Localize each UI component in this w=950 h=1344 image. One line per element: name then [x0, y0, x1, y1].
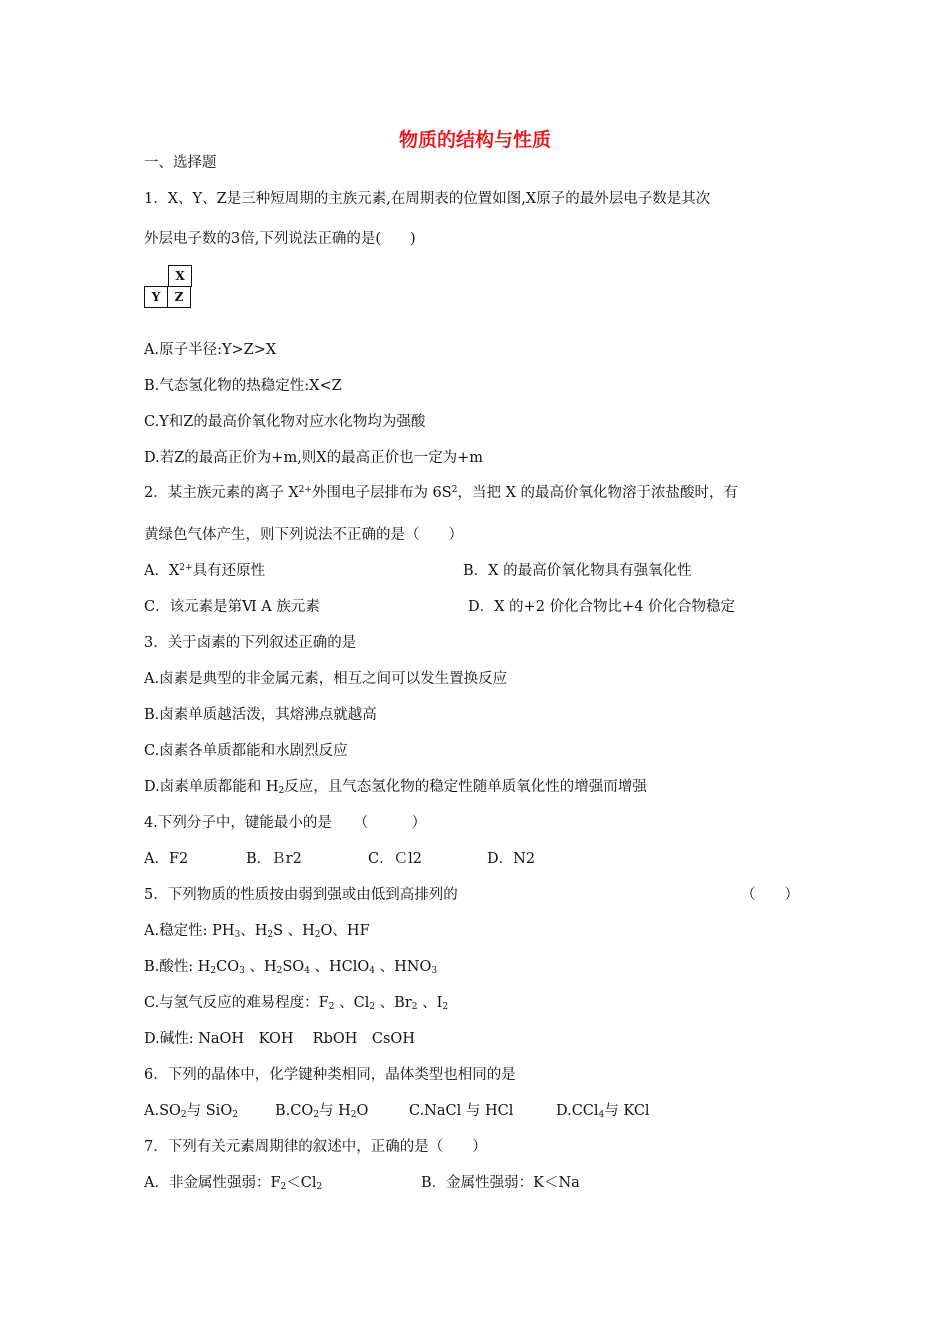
grid-cell-z: Z [167, 286, 191, 308]
q6-option-b [275, 1101, 368, 1121]
q6-stem: 6．下列的晶体中，化学键种类相同，晶体类型也相同的是 [144, 1067, 516, 1083]
q3-option-d-post: 反应，且气态氢化物的稳定性随单质氧化性的增强而增强 [284, 779, 647, 795]
q5-b-t8: 、HClO [309, 959, 370, 975]
q4-stem: 4.下列分子中，键能最小的是 （ ） [144, 815, 427, 831]
q5-b-t10: 、HNO [375, 959, 432, 975]
q6-b-t2: 与 H [318, 1103, 351, 1119]
q6-option-a [144, 1101, 238, 1121]
q6-a-s3: 2 [232, 1110, 238, 1120]
q5-b-s11: 3 [431, 966, 438, 976]
q4-option-a: A．F2 [144, 851, 189, 867]
grid-cell-y: Y [144, 286, 168, 308]
q5-option-d: D.碱性: NaOH KOH RbOH CsOH [144, 1031, 415, 1047]
q6-b-t0: B.CO [275, 1103, 314, 1119]
q2-option-d: D．X 的+2 价化合物比+4 价化合物稳定 [468, 599, 736, 615]
q4-option-d: D．N2 [487, 851, 536, 867]
q3-option-d-pre: D.卤素单质都能和 H [144, 779, 279, 795]
q2-option-c: C．该元素是第Ⅵ A 族元素 [144, 599, 320, 615]
q5-b-s1: 2 [210, 966, 217, 976]
q5-option-a [144, 921, 370, 941]
q5-b-t2: CO [216, 959, 240, 975]
q5-answer-paren: （ ） [741, 887, 799, 903]
q5-a-t2: 、H [240, 923, 268, 939]
q6-option-d [556, 1101, 650, 1121]
q6-d-t0: D.CCl [556, 1103, 599, 1119]
q2-stem-post: ，当把 X 的最高价氧化物溶于浓盐酸时，有 [457, 485, 739, 501]
q5-c-t0: C.与氢气反应的难易程度：F [144, 995, 329, 1011]
q4-option-c: C．Ｃl2 [368, 851, 422, 867]
q5-b-t0: B.酸性: H [144, 959, 211, 975]
q5-c-s1: 2 [328, 1002, 335, 1012]
q2-option-a-sup: 2+ [179, 563, 193, 573]
q3-option-d-sub: 2 [278, 786, 285, 796]
q5-a-t6: O、HF [320, 923, 370, 939]
q5-option-b [144, 957, 437, 977]
q5-c-t6: 、I [417, 995, 443, 1011]
q5-stem: 5．下列物质的性质按由弱到强或由低到高排列的 [144, 887, 458, 903]
q7-stem: 7．下列有关元素周期律的叙述中，正确的是（ ） [144, 1139, 487, 1155]
q7-option-b: B．金属性强弱：K＜Na [421, 1175, 580, 1191]
q5-c-s7: 2 [442, 1002, 449, 1012]
q5-c-s3: 2 [369, 1002, 376, 1012]
section-heading: 一、选择题 [144, 155, 217, 171]
q5-c-t4: 、Br [375, 995, 412, 1011]
q1-stem-line2: 外层电子数的3倍,下列说法正确的是( ) [144, 231, 416, 247]
q4-option-b: B．Ｂr2 [246, 851, 302, 867]
q5-b-s9: 4 [369, 966, 376, 976]
q3-option-d [144, 777, 647, 797]
q6-a-t0: A.SO [144, 1103, 181, 1119]
q2-option-a-post: 具有还原性 [192, 563, 266, 579]
q5-option-c [144, 993, 448, 1013]
q5-c-s5: 2 [411, 1002, 418, 1012]
q3-option-c: C.卤素各单质都能和水剧烈反应 [144, 743, 348, 759]
q3-option-a: A.卤素是典型的非金属元素，相互之间可以发生置换反应 [144, 671, 508, 687]
q6-option-c: C.NaCl 与 HCl [409, 1103, 514, 1119]
q5-a-s1: 3 [234, 930, 241, 940]
q2-option-a-pre: A．X [144, 563, 180, 579]
q7-a-s1: 2 [280, 1182, 287, 1192]
q2-ion-charge: 2+ [298, 485, 312, 495]
q5-a-t4: S 、H [273, 923, 315, 939]
q5-b-t4: 、H [244, 959, 277, 975]
q1-option-a: A.原子半径:Y>Z>X [144, 342, 277, 358]
q6-d-t2: 与 KCl [604, 1103, 650, 1119]
q3-stem: 3．关于卤素的下列叙述正确的是 [144, 635, 357, 651]
q5-a-s5: 2 [314, 930, 321, 940]
q6-b-s3: 2 [350, 1110, 357, 1120]
q5-a-s3: 2 [267, 930, 274, 940]
q2-stem-pre: 2．某主族元素的离子 X [144, 485, 299, 501]
grid-cell-x: X [168, 265, 192, 287]
q2-electron-count: 2 [451, 485, 458, 495]
q6-a-t2: 与 SiO [186, 1103, 233, 1119]
q5-a-t0: A.稳定性: PH [144, 923, 235, 939]
q6-b-t4: O [356, 1103, 369, 1119]
q1-stem-line1: 1．X、Y、Z是三种短周期的主族元素,在周期表的位置如图,X原子的最外层电子数是其次 [144, 191, 711, 207]
q1-option-b: B.气态氢化物的热稳定性:X<Z [144, 378, 342, 394]
q1-option-d: D.若Z的最高正价为+m,则X的最高正价也一定为+m [144, 450, 484, 466]
q6-d-s1: 4 [598, 1110, 605, 1120]
q2-stem-mid: 外围电子层排布为 6S [311, 485, 452, 501]
q7-a-t0: A．非金属性强弱：F [144, 1175, 281, 1191]
q5-b-s5: 2 [276, 966, 283, 976]
q5-c-t2: 、Cl [334, 995, 370, 1011]
q7-a-t2: ＜Cl [286, 1175, 317, 1191]
q6-b-s1: 2 [313, 1110, 319, 1120]
q2-stem-line2: 黄绿色气体产生，则下列说法不正确的是（ ） [144, 527, 463, 543]
page-title: 物质的结构与性质 [398, 129, 551, 151]
q7-option-a [144, 1173, 322, 1193]
q2-stem-line1 [144, 483, 738, 503]
q2-option-a [144, 561, 265, 581]
q5-b-t6: SO [282, 959, 305, 975]
q3-option-b: B.卤素单质越活泼，其熔沸点就越高 [144, 707, 377, 723]
q7-a-s3: 2 [316, 1182, 323, 1192]
q6-a-s1: 2 [180, 1110, 187, 1120]
q2-option-b: B．X 的最高价氧化物具有强氧化性 [463, 563, 692, 579]
q5-b-s7: 4 [304, 966, 310, 976]
q1-option-c: C.Y和Z的最高价氧化物对应水化物均为强酸 [144, 414, 426, 430]
q5-b-s3: 3 [239, 966, 245, 976]
